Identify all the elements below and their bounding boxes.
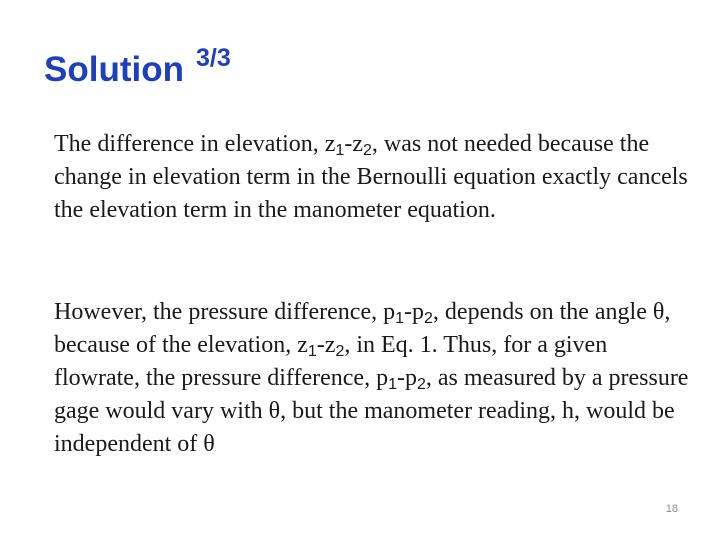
text-run: , in Eq. 1. Thus, for a given flowrate, the pressure difference, p <box>54 332 608 391</box>
text-run: -p <box>404 299 425 325</box>
subscript: 2 <box>424 310 433 327</box>
paragraph-elevation-text <box>54 128 694 227</box>
paragraph-pressure-text <box>54 296 694 461</box>
subscript: 1 <box>307 343 317 360</box>
subscript: 1 <box>395 310 405 327</box>
paragraph-elevation <box>54 128 694 227</box>
slide-title-fraction: 3/3 <box>195 44 231 72</box>
subscript: 2 <box>335 343 345 360</box>
text-run: , was not needed because the change in elevation term in the Bernoulli equation exactly cancels the elevation term in the manometer equation. <box>54 131 688 223</box>
text-run: , depends on the angle θ, because of the elevation, z <box>54 299 671 358</box>
subscript: 1 <box>388 376 397 393</box>
paragraph-pressure <box>54 296 694 461</box>
text-run: -z <box>344 131 363 157</box>
text-run: However, the pressure difference, p <box>54 299 396 325</box>
subscript: 2 <box>416 376 426 393</box>
slide-title <box>44 40 231 103</box>
subscript: 2 <box>362 142 372 159</box>
slide-title-text: Solution <box>44 50 184 89</box>
text-run: -p <box>396 365 417 391</box>
subscript: 1 <box>335 142 345 159</box>
text-run: The difference in elevation, z <box>54 131 336 157</box>
text-run: -z <box>316 332 336 358</box>
text-run: , as measured by a pressure gage would vary with θ, but the manometer reading, h, would be independent of θ <box>54 365 689 457</box>
page-number: 18 <box>665 503 678 515</box>
